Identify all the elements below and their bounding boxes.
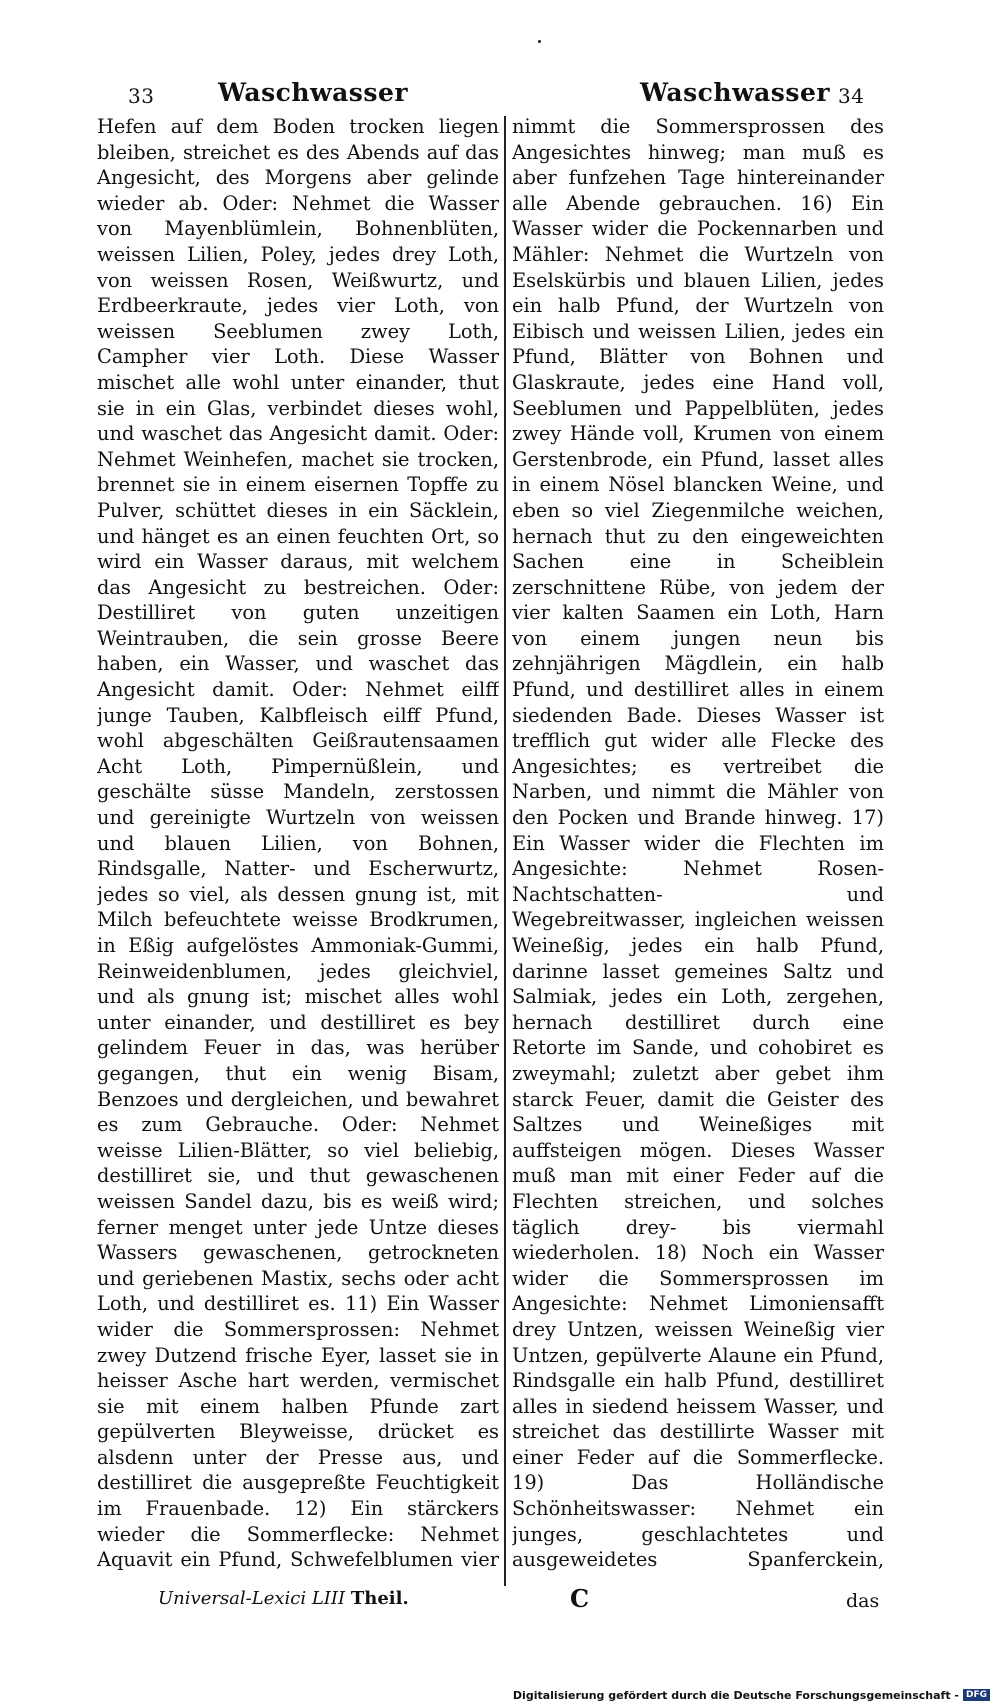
- dfg-logo-icon: DFG: [963, 1689, 990, 1701]
- right-running-head: Waschwasser: [640, 78, 831, 107]
- left-text-column: [97, 114, 499, 1574]
- signature-letter: C: [570, 1584, 590, 1613]
- left-column-text: Hefen auf dem Boden trocken liegen bleiben, streichet es des Abends auf das Angesicht, des Morgens aber gelinde wieder ab. Oder: Nehmet die Wasser von Mayenblümlein, Bohnenblüten, weissen Lilien, Poley, jedes drey Loth, von weissen Rosen, Weißwurtz, und Erdbeerkraute, jedes vier Loth, von weissen Seeblumen zwey Loth, Campher vier Loth. Diese Wasser mischet alle wohl unter einander, thut sie in ein Glas, verbindet dieses wohl, und waschet das Angesicht damit. Oder: Nehmet Weinhefen, machet sie trocken, brennet sie in einem eisernen Topffe zu Pulver, schüttet dieses in ein Säcklein, und hänget es an einen feuchten Ort, so wird ein Wasser daraus, mit welchem das Angesicht zu bestreichen. Oder: Destilliret von guten unzeitigen Weintrauben, die sein grosse Beere haben, ein Wasser, und waschet das Angesicht damit. Oder: Nehmet eilff junge Tauben, Kalbfleisch eilff Pfund, wohl abgeschälten Geißrautensaamen Acht Loth, Pimpernüßlein, und geschälte süsse Mandeln, zerstossen und gereinigte Wurtzeln von weissen und blauen Lilien, von Bohnen, Rindsgalle, Natter- und Escherwurtz, jedes so viel, als dessen gnung ist, mit Milch befeuchtete weisse Brodkrumen, in Eßig aufgelöstes Ammoniak-Gummi, Reinweidenblumen, jedes gleichviel, und als gnung ist; mischet alles wohl unter einander, und destilliret es bey gelindem Feuer in das, was herüber gegangen, thut ein wenig Bisam, Benzoes und dergleichen, und bewahret es zum Gebrauche. Oder: Nehmet weisse Lilien-Blätter, so viel beliebig, destilliret sie, und thut gewaschenen weissen Sandel dazu, bis es weiß wird; ferner menget unter jede Untze dieses Wassers gewaschenen, getrockneten und geriebenen Mastix, sechs oder acht Loth, und destilliret es. 11) Ein Wasser wider die Sommersprossen: Nehmet zwey Dutzend frische Eyer, lasset sie in heisser Asche hart werden, vermischet sie mit einem halben Pfunde zart gepülverten Bleyweisse, drücket es alsdenn unter der Presse aus, und destilliret die ausgepreßte Feuchtigkeit im Frauenbade. 12) Ein stärckers wieder die Sommerflecke: Nehmet Aquavit ein Pfund, Schwefelblumen vier: [97, 115, 499, 1572]
- column-divider: [504, 116, 506, 1586]
- signature-bold: Theil.: [350, 1588, 409, 1609]
- right-page-number: 34: [838, 84, 865, 108]
- print-speck: [538, 40, 541, 43]
- footer-text: Digitalisierung gefördert durch die Deutsche Forschungsgemeinschaft -: [512, 1688, 959, 1702]
- digitization-footer: [513, 1686, 990, 1704]
- right-text-column: [512, 114, 884, 1574]
- catchword: das: [846, 1590, 880, 1612]
- right-column-text: nimmt die Sommersprossen des Angesichtes hinweg; man muß es aber funfzehen Tage hintereinander alle Abende gebrauchen. 16) Ein Wasser wider die Pockennarben und Mähler: Nehmet die Wurtzeln von Eselskürbis und blauen Lilien, jedes ein halb Pfund, der Wurtzeln von Eibisch und weissen Lilien, jedes ein Pfund, Blätter von Bohnen und Glaskraute, jedes eine Hand voll, Seeblumen und Pappelblüten, jedes zwey Hände voll, Krumen von einem Gerstenbrode, ein Pfund, lasset alles in einem Nösel blancken Weine, und eben so viel Ziegenmilche weichen, hernach thut zu den eingeweichten Sachen eine in Scheiblein zerschnittene Rübe, von jedem der vier kalten Saamen ein Loth, Harn von einem jungen neun bis zehnjährigen Mägdlein, ein halb Pfund, und destilliret alles in einem siedenden Bade. Dieses Wasser ist trefflich gut wider alle Flecke des Angesichtes; es vertreibet die Narben, und nimmt die Mähler von den Pocken und Brande hinweg. 17) Ein Wasser wider die Flechten im Angesichte: Nehmet Rosen-Nachtschatten- und Wegebreitwasser, ingleichen weissen Weineßig, jedes ein halb Pfund, darinne lasset gemeines Saltz und Salmiak, jedes ein Loth, zergehen, hernach destilliret durch eine Retorte im Sande, und cohobiret es zweymahl; zuletzt aber gebet ihm starck Feuer, damit die Geister des Saltzes und Weineßiges mit auffsteigen mögen. Dieses Wasser muß man mit einer Feder auf die Flechten streichen, und solches täglich drey- bis viermahl wiederholen. 18) Noch ein Wasser wider die Sommersprossen im Angesichte: Nehmet Limoniensafft drey Untzen, weissen Weineßig vier Untzen, gepülverte Alaune ein Pfund, Rindsgalle ein halb Pfund, destilliret alles in siedend heissem Wasser, und streichet das destillirte Wasser mit einer Feder auf die Sommerflecke. 19) Das Holländische Schönheitswasser: Nehmet ein junges, geschlachtetes und ausgeweidetes Spanferckein,: [512, 115, 884, 1572]
- signature-line: [158, 1588, 409, 1609]
- signature-text: Universal-Lexici LIII: [158, 1588, 346, 1609]
- left-running-head: Waschwasser: [218, 78, 409, 107]
- left-page-number: 33: [128, 84, 155, 108]
